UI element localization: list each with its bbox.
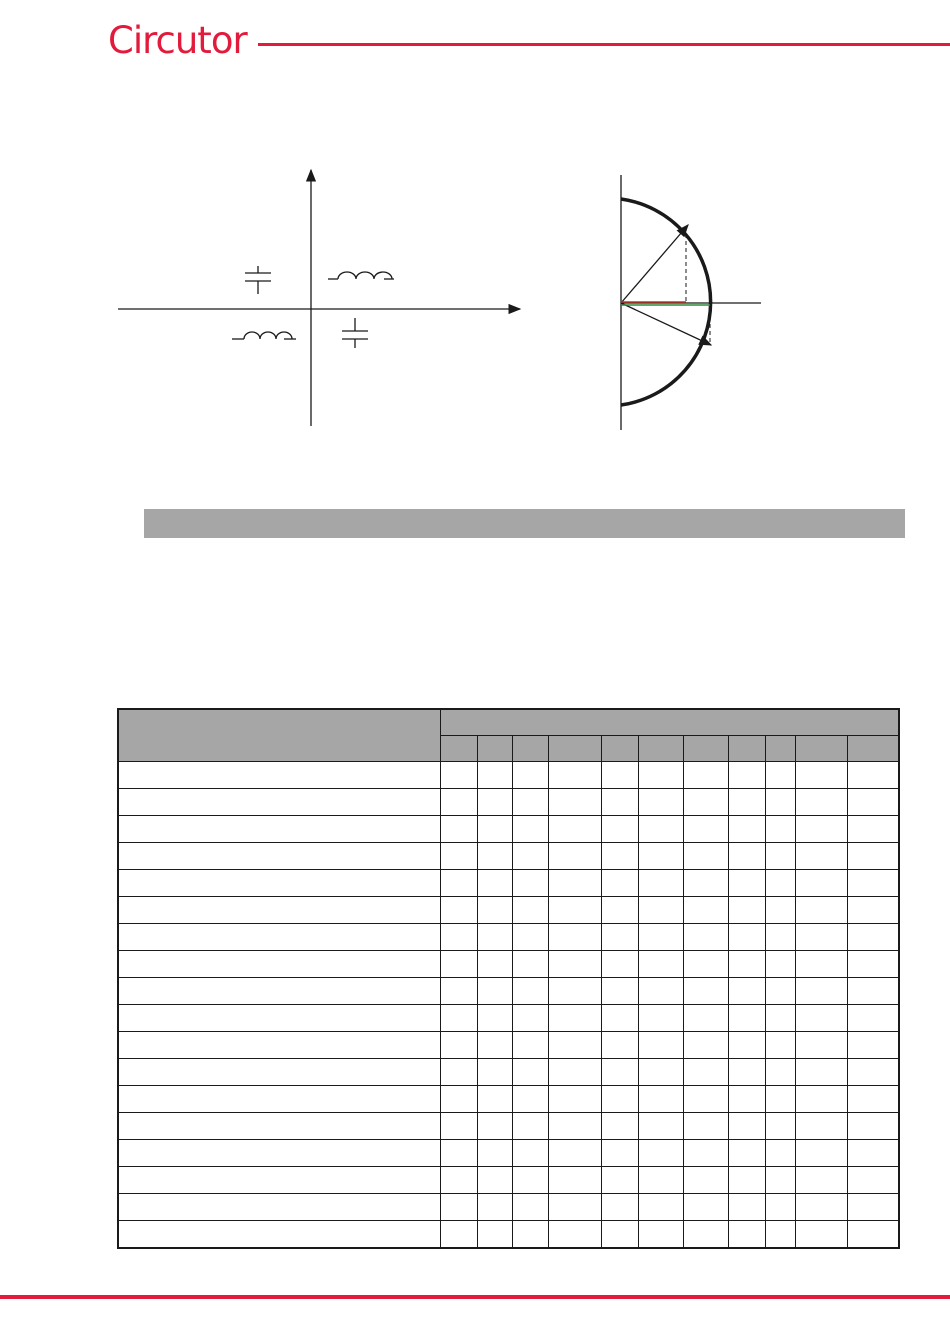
table-cell: [795, 897, 847, 924]
quadrant-diagram: [110, 160, 530, 435]
page-header: [0, 0, 950, 80]
table-cell: [795, 1086, 847, 1113]
table-cell: [601, 1086, 638, 1113]
table-cell: [512, 978, 548, 1005]
table-row-label: [118, 870, 440, 897]
table-cell: [601, 1194, 638, 1221]
table-cell: [847, 1221, 899, 1249]
table-cell: [548, 789, 601, 816]
table-cell: [847, 816, 899, 843]
table-cell: [638, 1059, 683, 1086]
table-cell: [795, 843, 847, 870]
table-cell: [477, 816, 512, 843]
table-cell: [512, 1032, 548, 1059]
table-cell: [795, 789, 847, 816]
table-cell: [440, 762, 477, 789]
table-cell: [683, 1086, 728, 1113]
table-cell: [847, 1086, 899, 1113]
table-cell: [728, 1005, 765, 1032]
table-cell: [512, 1086, 548, 1113]
table-cell: [795, 1032, 847, 1059]
table-cell: [548, 924, 601, 951]
table-cell: [440, 1221, 477, 1249]
table-cell: [728, 951, 765, 978]
table-row: [118, 762, 899, 789]
table-cell: [601, 1140, 638, 1167]
table-row: [118, 897, 899, 924]
table-cell: [638, 1086, 683, 1113]
table-cell: [683, 897, 728, 924]
table-row: [118, 1005, 899, 1032]
table-row-label: [118, 1113, 440, 1140]
table-cell: [477, 1194, 512, 1221]
table-cell: [440, 843, 477, 870]
table-cell: [440, 1113, 477, 1140]
table-cell: [548, 843, 601, 870]
table-cell: [477, 870, 512, 897]
table-cell: [765, 1113, 795, 1140]
table-row: [118, 870, 899, 897]
table-cell: [765, 870, 795, 897]
table-cell: [847, 762, 899, 789]
table-row: [118, 843, 899, 870]
table-cell: [765, 1032, 795, 1059]
table-cell: [795, 1140, 847, 1167]
table-subheader-cell: [548, 736, 601, 762]
table-cell: [847, 1167, 899, 1194]
table-row-label: [118, 816, 440, 843]
table-row: [118, 1086, 899, 1113]
phasor-lower: [621, 303, 711, 345]
table-subheader-cell: [728, 736, 765, 762]
table-cell: [601, 1167, 638, 1194]
table-cell: [795, 1005, 847, 1032]
table-row-label: [118, 951, 440, 978]
table-cell: [601, 1113, 638, 1140]
table-cell: [477, 762, 512, 789]
table-cell: [477, 1032, 512, 1059]
table-cell: [477, 924, 512, 951]
table-cell: [728, 1059, 765, 1086]
table-cell: [512, 1221, 548, 1249]
table-cell: [765, 1005, 795, 1032]
table-cell: [512, 1167, 548, 1194]
table-cell: [477, 951, 512, 978]
inductor-icon: [232, 332, 296, 339]
table-cell: [638, 1194, 683, 1221]
table-cell: [728, 1194, 765, 1221]
table-cell: [477, 1221, 512, 1249]
table-cell: [440, 870, 477, 897]
table-cell: [765, 762, 795, 789]
table-cell: [548, 1140, 601, 1167]
table-cell: [638, 1221, 683, 1249]
table-cell: [795, 924, 847, 951]
table-cell: [548, 978, 601, 1005]
table-cell: [638, 951, 683, 978]
table-row-label: [118, 1032, 440, 1059]
table-cell: [512, 1059, 548, 1086]
table-row-label: [118, 1167, 440, 1194]
table-cell: [728, 789, 765, 816]
table-cell: [683, 1140, 728, 1167]
table-row: [118, 816, 899, 843]
table-cell: [601, 762, 638, 789]
table-cell: [477, 1005, 512, 1032]
table-row: [118, 789, 899, 816]
table-cell: [601, 1005, 638, 1032]
table-cell: [765, 1140, 795, 1167]
table-subheader-cell: [477, 736, 512, 762]
table-subheader-cell: [765, 736, 795, 762]
table-cell: [728, 1167, 765, 1194]
capacitor-icon: [245, 266, 271, 294]
phasor-diagram: [605, 170, 775, 435]
table-cell: [638, 1113, 683, 1140]
table-cell: [765, 1221, 795, 1249]
table-cell: [548, 1113, 601, 1140]
table-cell: [440, 1167, 477, 1194]
table-cell: [847, 978, 899, 1005]
table-cell: [795, 1167, 847, 1194]
table-cell: [638, 978, 683, 1005]
table-cell: [638, 789, 683, 816]
table-cell: [683, 924, 728, 951]
table-cell: [683, 1194, 728, 1221]
table-row: [118, 951, 899, 978]
table-cell: [601, 1032, 638, 1059]
table-cell: [765, 978, 795, 1005]
table-cell: [765, 789, 795, 816]
table-cell: [440, 816, 477, 843]
table-cell: [728, 843, 765, 870]
table-cell: [683, 951, 728, 978]
table-cell: [512, 843, 548, 870]
table-cell: [683, 789, 728, 816]
phasor-upper: [621, 225, 688, 303]
table-cell: [683, 762, 728, 789]
table-cell: [795, 978, 847, 1005]
table-row: [118, 1059, 899, 1086]
table-subheader-cell: [847, 736, 899, 762]
table-cell: [440, 1005, 477, 1032]
table-cell: [440, 1194, 477, 1221]
table-cell: [638, 843, 683, 870]
table-cell: [638, 816, 683, 843]
table-row-label: [118, 1221, 440, 1249]
table-subheader-cell: [795, 736, 847, 762]
table-cell: [548, 1059, 601, 1086]
table-cell: [548, 1167, 601, 1194]
table-cell: [548, 1005, 601, 1032]
table-cell: [512, 924, 548, 951]
table-row: [118, 1032, 899, 1059]
table-cell: [795, 1113, 847, 1140]
table-cell: [601, 978, 638, 1005]
table-cell: [638, 870, 683, 897]
table-cell: [683, 1113, 728, 1140]
table-row: [118, 1140, 899, 1167]
section-heading-bar: [144, 509, 905, 538]
table-cell: [847, 870, 899, 897]
table-cell: [765, 951, 795, 978]
table-cell: [512, 816, 548, 843]
table-cell: [765, 1167, 795, 1194]
table-cell: [795, 870, 847, 897]
data-table: [117, 708, 900, 1249]
table-cell: [683, 978, 728, 1005]
table-cell: [601, 789, 638, 816]
table-cell: [440, 978, 477, 1005]
table-cell: [765, 843, 795, 870]
table-cell: [440, 789, 477, 816]
inductor-icon: [328, 272, 394, 279]
table-cell: [728, 1113, 765, 1140]
table-row: [118, 1194, 899, 1221]
table-cell: [638, 1005, 683, 1032]
table-cell: [638, 762, 683, 789]
table-cell: [477, 978, 512, 1005]
table-cell: [795, 816, 847, 843]
table-subheader-cell: [601, 736, 638, 762]
table-cell: [683, 1059, 728, 1086]
table-cell: [765, 816, 795, 843]
table-cell: [847, 1059, 899, 1086]
table-cell: [683, 816, 728, 843]
table-cell: [683, 870, 728, 897]
table-cell: [548, 951, 601, 978]
capacitor-icon: [342, 318, 368, 348]
table-subheader-cell: [683, 736, 728, 762]
table-cell: [477, 1167, 512, 1194]
table-row-label: [118, 762, 440, 789]
table-row-label: [118, 1194, 440, 1221]
table-cell: [440, 924, 477, 951]
table-cell: [765, 924, 795, 951]
table-cell: [795, 1194, 847, 1221]
table-row: [118, 1167, 899, 1194]
table-cell: [477, 789, 512, 816]
table-cell: [512, 762, 548, 789]
table-subheader-cell: [512, 736, 548, 762]
table-cell: [638, 1140, 683, 1167]
table-cell: [512, 897, 548, 924]
table-row-label: [118, 1005, 440, 1032]
table-cell: [477, 843, 512, 870]
table-cell: [512, 951, 548, 978]
table-cell: [728, 1140, 765, 1167]
table-cell: [638, 924, 683, 951]
table-cell: [728, 897, 765, 924]
table-cell: [847, 789, 899, 816]
table-cell: [728, 1032, 765, 1059]
table-header-row: [118, 709, 899, 736]
table-row-label: [118, 1086, 440, 1113]
table-cell: [477, 897, 512, 924]
table-cell: [601, 951, 638, 978]
table-cell: [847, 1113, 899, 1140]
table-cell: [683, 843, 728, 870]
table-cell: [728, 1086, 765, 1113]
table-cell: [512, 1005, 548, 1032]
table-cell: [765, 897, 795, 924]
table-cell: [601, 816, 638, 843]
circutor-logo: Circutor: [108, 19, 247, 62]
table-cell: [548, 762, 601, 789]
table-cell: [638, 1167, 683, 1194]
table-cell: [847, 897, 899, 924]
table-cell: [512, 1140, 548, 1167]
table-row-label: [118, 1059, 440, 1086]
table-cell: [548, 897, 601, 924]
table-cell: [601, 924, 638, 951]
table-cell: [728, 762, 765, 789]
table-cell: [548, 1086, 601, 1113]
table-cell: [601, 843, 638, 870]
table-cell: [683, 1167, 728, 1194]
table-row-label: [118, 897, 440, 924]
table-cell: [638, 897, 683, 924]
table-cell: [477, 1140, 512, 1167]
table-cell: [440, 1032, 477, 1059]
table-cell: [728, 978, 765, 1005]
table-subheader-cell: [638, 736, 683, 762]
table-cell: [512, 1113, 548, 1140]
table-cell: [512, 870, 548, 897]
table-cell: [683, 1032, 728, 1059]
table-cell: [548, 1032, 601, 1059]
table-cell: [795, 762, 847, 789]
table-cell: [795, 1059, 847, 1086]
table-cell: [512, 789, 548, 816]
table-header-group: [440, 709, 899, 736]
table-row: [118, 924, 899, 951]
table-cell: [847, 951, 899, 978]
table-cell: [795, 951, 847, 978]
table-row: [118, 1113, 899, 1140]
table-cell: [765, 1059, 795, 1086]
table-cell: [440, 951, 477, 978]
table-cell: [548, 1221, 601, 1249]
header-rule: [258, 43, 950, 46]
table-header-label: [118, 709, 440, 762]
table-cell: [477, 1059, 512, 1086]
table-cell: [847, 843, 899, 870]
table-cell: [548, 1194, 601, 1221]
table-cell: [847, 1140, 899, 1167]
table-cell: [477, 1113, 512, 1140]
table-row-label: [118, 978, 440, 1005]
table-cell: [601, 1221, 638, 1249]
table-cell: [548, 816, 601, 843]
table-cell: [477, 1086, 512, 1113]
table-cell: [683, 1005, 728, 1032]
table-cell: [440, 1086, 477, 1113]
table-cell: [440, 897, 477, 924]
table-row-label: [118, 924, 440, 951]
table-cell: [683, 1221, 728, 1249]
table-cell: [601, 870, 638, 897]
table-cell: [512, 1194, 548, 1221]
footer-rule: [0, 1295, 950, 1299]
table-cell: [847, 924, 899, 951]
table-cell: [440, 1140, 477, 1167]
table-row-label: [118, 843, 440, 870]
table-cell: [765, 1194, 795, 1221]
table-row-label: [118, 1140, 440, 1167]
table-cell: [440, 1059, 477, 1086]
table-cell: [795, 1221, 847, 1249]
table-subheader-cell: [440, 736, 477, 762]
table-cell: [728, 816, 765, 843]
table-cell: [548, 870, 601, 897]
table-cell: [601, 1059, 638, 1086]
table-cell: [601, 897, 638, 924]
table-cell: [847, 1194, 899, 1221]
table-cell: [638, 1032, 683, 1059]
table-cell: [765, 1086, 795, 1113]
table-cell: [728, 924, 765, 951]
table-cell: [847, 1032, 899, 1059]
table-cell: [847, 1005, 899, 1032]
table-cell: [728, 1221, 765, 1249]
table-cell: [728, 870, 765, 897]
table-row-label: [118, 789, 440, 816]
table-row: [118, 978, 899, 1005]
table-row: [118, 1221, 899, 1249]
